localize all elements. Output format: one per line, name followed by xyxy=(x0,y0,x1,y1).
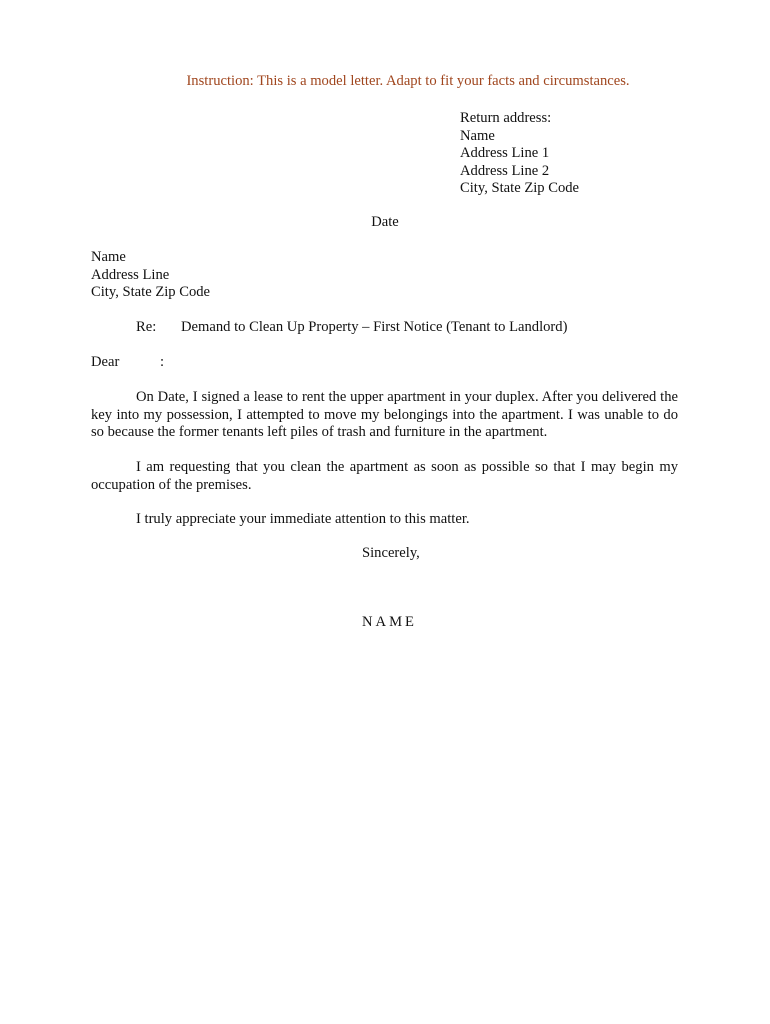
subject-text: Demand to Clean Up Property – First Notice (Tenant to Landlord) xyxy=(181,319,568,335)
salutation xyxy=(91,354,164,372)
return-address-block xyxy=(460,110,579,198)
subject-line xyxy=(136,319,567,337)
recipient-city-state-zip: City, State Zip Code xyxy=(91,284,211,300)
body-paragraph-1-text: On Date, I signed a lease to rent the upper apartment in your duplex. After you delivered the key into my possession, I attempted to move my belongings into the apartment. I was unable to do so because the former tenants left piles of trash and furniture in the apartment. xyxy=(91,389,678,440)
body-paragraph-3-text: I truly appreciate your immediate attention to this matter. xyxy=(136,511,470,527)
body-paragraph xyxy=(91,459,678,494)
body-paragraph-2-text: I am requesting that you clean the apartment as soon as possible so that I may begin my occupation of the premises. xyxy=(91,459,678,493)
return-address-name: Name xyxy=(460,127,495,144)
recipient-name: Name xyxy=(91,249,126,265)
body-paragraph xyxy=(91,389,678,442)
recipient-address: Address Line xyxy=(91,266,170,283)
return-address-city-state-zip: City, State Zip Code xyxy=(460,180,580,196)
closing: Sincerely, xyxy=(362,545,420,561)
subject-label: Re: xyxy=(136,319,157,335)
return-address-line1: Address Line 1 xyxy=(460,145,550,161)
instruction-note: Instruction: This is a model letter. Adapt to fit your facts and circumstances. xyxy=(186,73,630,89)
salutation-punct: : xyxy=(160,354,165,370)
return-address-label: Return address: xyxy=(460,110,552,126)
signature-name: NAME xyxy=(362,614,417,630)
recipient-address-block xyxy=(91,249,210,302)
body-paragraph xyxy=(91,511,678,529)
return-address-line2: Address Line 2 xyxy=(460,162,550,179)
salutation-label: Dear xyxy=(91,354,120,370)
letter-date: Date xyxy=(371,214,399,230)
